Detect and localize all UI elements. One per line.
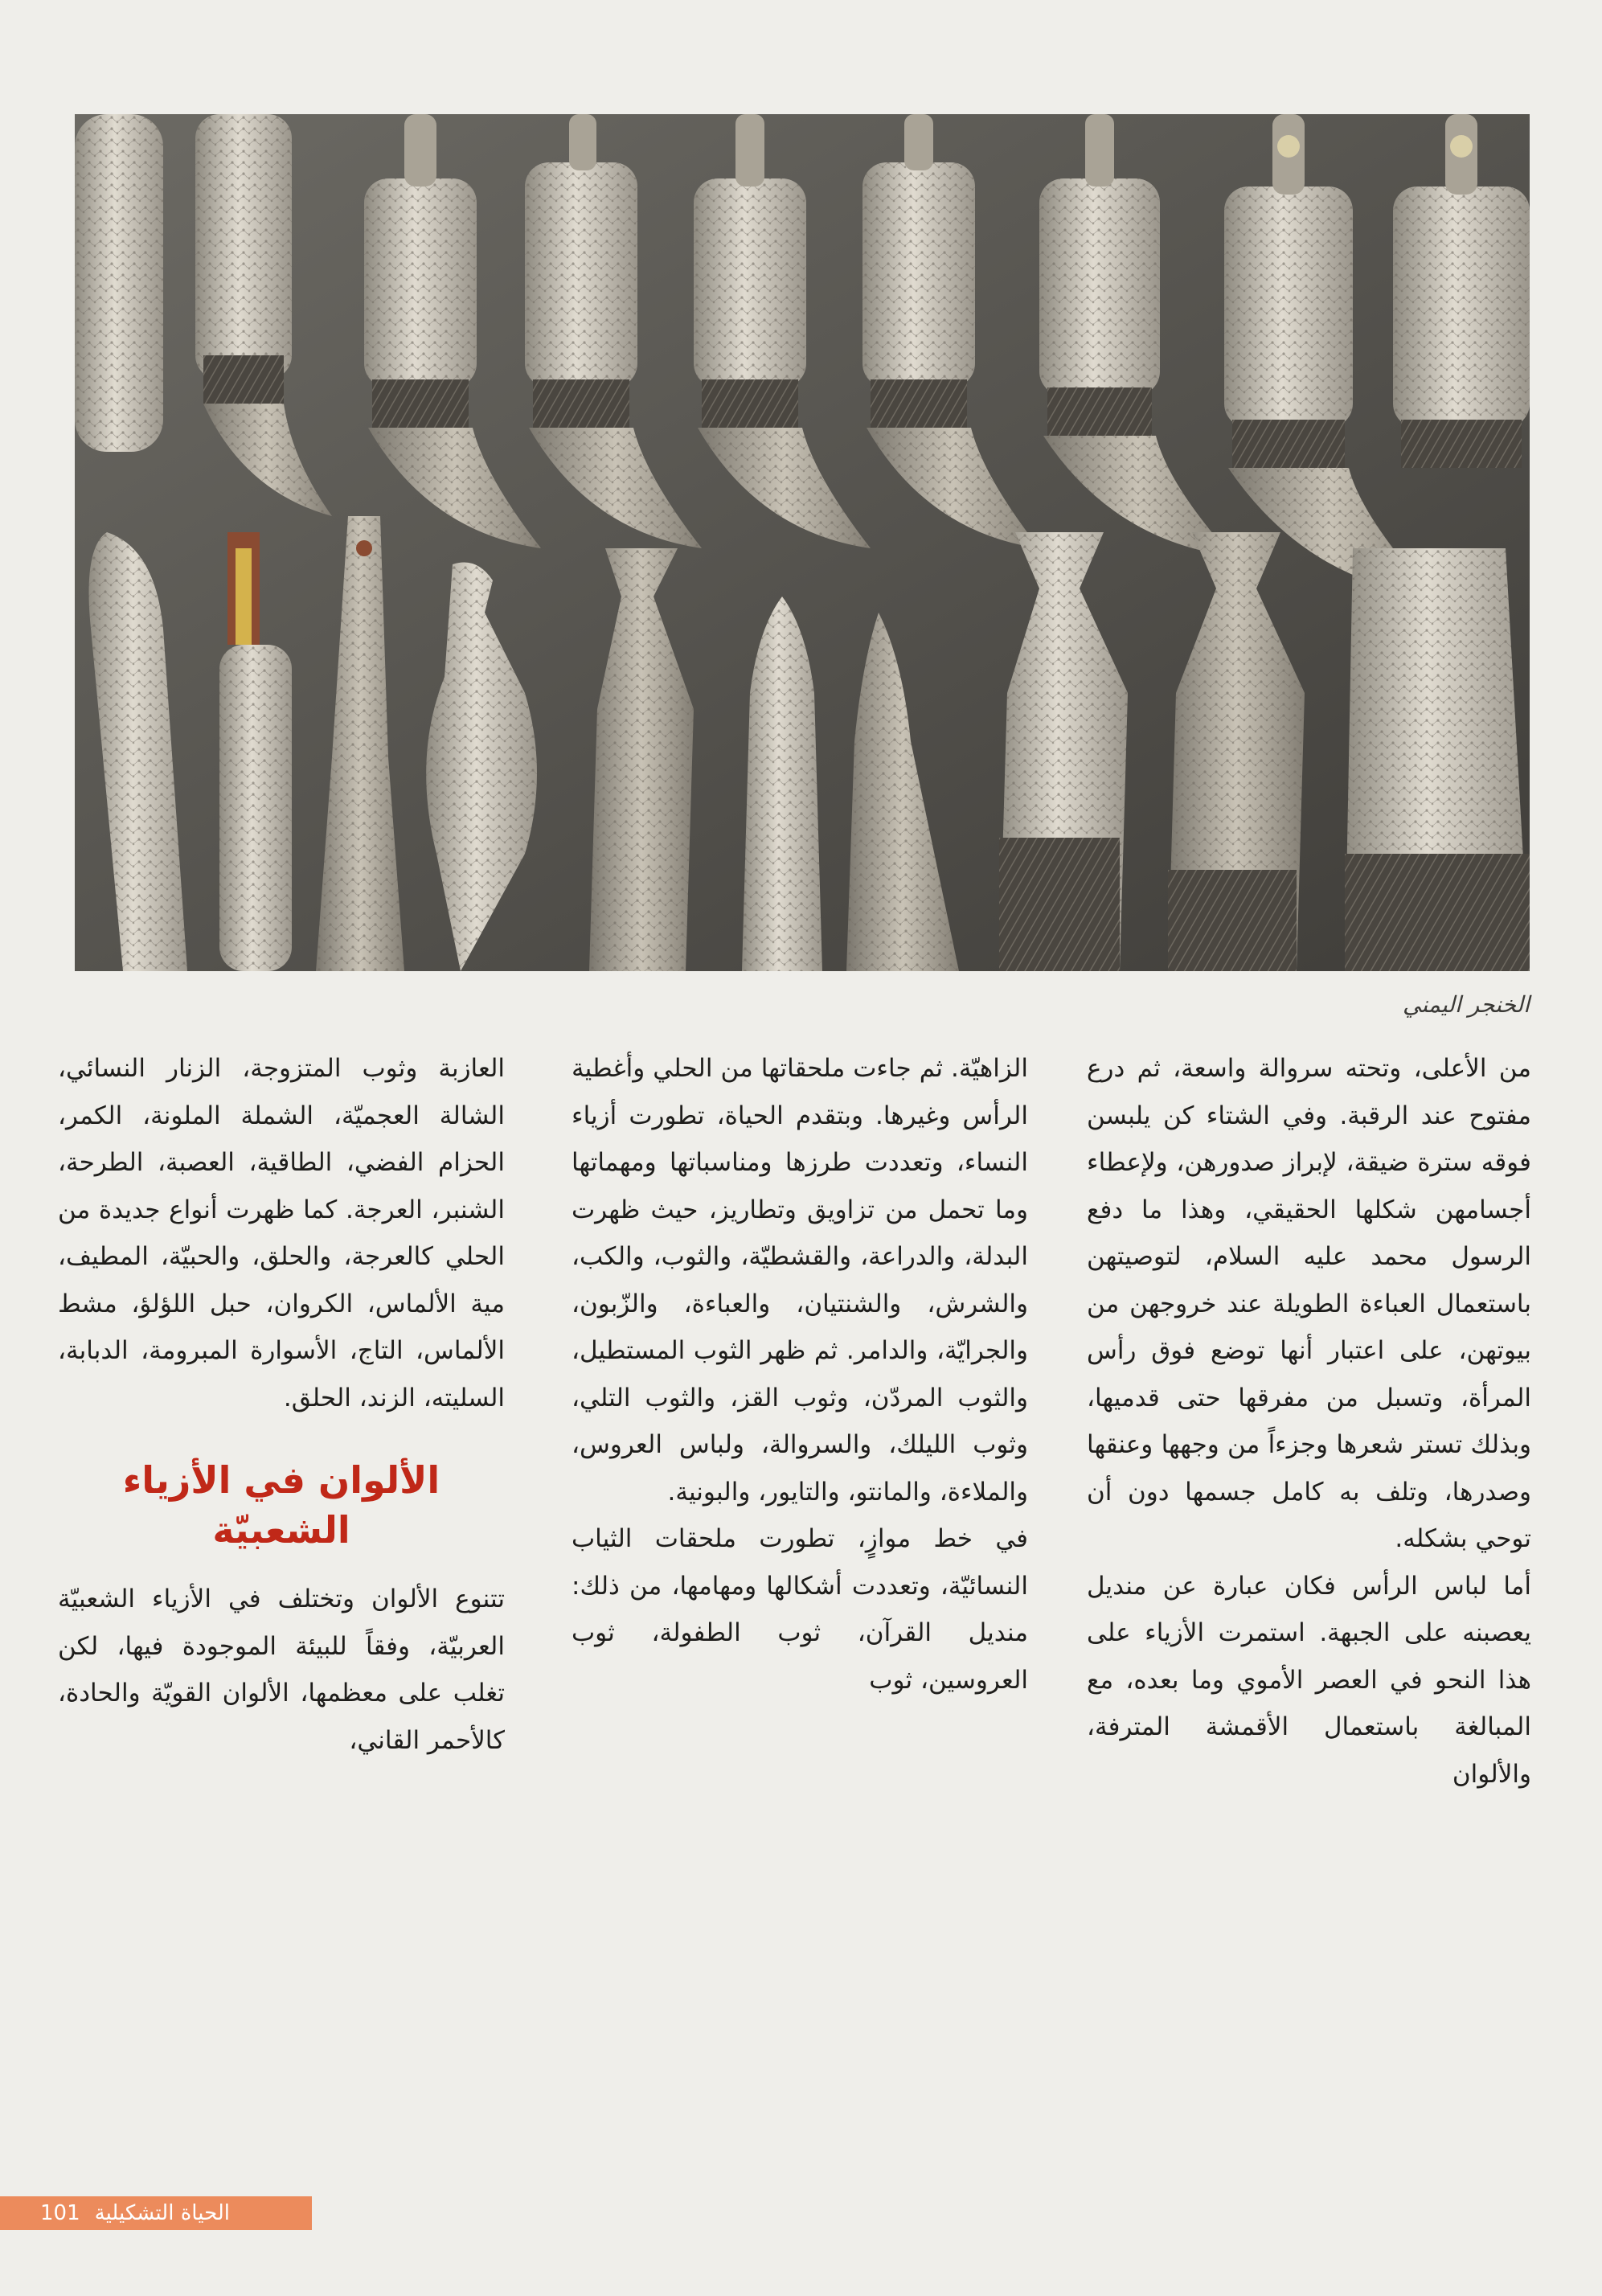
magazine-name: الحياة التشكيلية xyxy=(94,2201,231,2225)
janbiya-photo xyxy=(75,114,1530,971)
text-column-middle xyxy=(572,1045,1028,2090)
paragraph: الزاهيّة. ثم جاءت ملحقاتها من الحلي وأغطية الرأس وغيرها. وبتقدم الحياة، تطورت أزياء النساء، وتعددت طرزها ومناسباتها ومهماتها وما تحمل من تزاويق وتطاريز، حيث ظهرت البدلة، والدراعة، والقشطيّة، والثوب، والكب، والشرش، والشنتيان، والعباءة، والزّبون، والجرايّة، والدامر. ثم ظهر الثوب المستطيل، والثوب المردّن، وثوب القز، والثوب التلي، وثوب الليلك، والسروالة، ولباس العروس، والملاءة، والمانتو، والتايور، والبونية. xyxy=(572,1054,1028,1507)
page-number: 101 xyxy=(40,2201,80,2225)
photo-caption: الخنجر اليمني xyxy=(1403,991,1530,1018)
paragraph: تتنوع الألوان وتختلف في الأزياء الشعبيّة العربيّة، وفقاً للبيئة الموجودة فيها، لكن تغلب على معظمها، الألوان القويّة والحادة، كالأحمر القاني، xyxy=(58,1585,505,1755)
footer xyxy=(40,2200,230,2227)
paragraph: العازبة وثوب المتزوجة، الزنار النسائي، الشالة العجميّة، الشملة الملونة، الكمر، الحزام الفضي، الطاقية، العصبة، الطرحة، الشنبر، العرجة. كما ظهرت أنواع جديدة من الحلي كالعرجة، والحلق، والحبيّة، المطيف، مية الألماس، الكروان، حبل اللؤلؤ، مشط الألماس، التاج، الأسوارة المبرومة، الدبابة، السليته، الزند، الحلق. xyxy=(58,1054,505,1412)
paragraph: في خط موازٍ، تطورت ملحقات الثياب النسائيّة، وتعددت أشكالها ومهامها، من ذلك: منديل القرآن، ثوب الطفولة، ثوب العروسين، ثوب xyxy=(572,1524,1028,1695)
section-heading: الألوان في الأزياء الشعبيّة xyxy=(122,1458,440,1552)
text-column-right xyxy=(1087,1045,1531,2090)
daggers-illustration xyxy=(75,114,1530,971)
paragraph: من الأعلى، وتحته سروالة واسعة، ثم درع مفتوح عند الرقبة. وفي الشتاء كن يلبسن فوقه سترة ضيقة، لإبراز صدورهن، ولإعطاء أجسامهن شكلها الحقيقي، وهذا ما دفع الرسول محمد عليه السلام، لتوصيتهن باستعمال العباءة الطويلة عند خروجهن من بيوتهن، على اعتبار أنها توضع فوق رأس المرأة، وتسبل من مفرقها حتى قدميها، وبذلك تستر شعرها وجزءاً من وجهها وعنقها وصدرها، وتلف به كامل جسمها دون أن توحي بشكله. xyxy=(1087,1054,1531,1553)
paragraph: أما لباس الرأس فكان عبارة عن منديل يعصبنه على الجبهة. استمرت الأزياء على هذا النحو في العصر الأموي وما بعده، مع المبالغة باستعمال الأقمشة المترفة، والألوان xyxy=(1087,1571,1531,1789)
text-column-left xyxy=(58,1045,505,2090)
